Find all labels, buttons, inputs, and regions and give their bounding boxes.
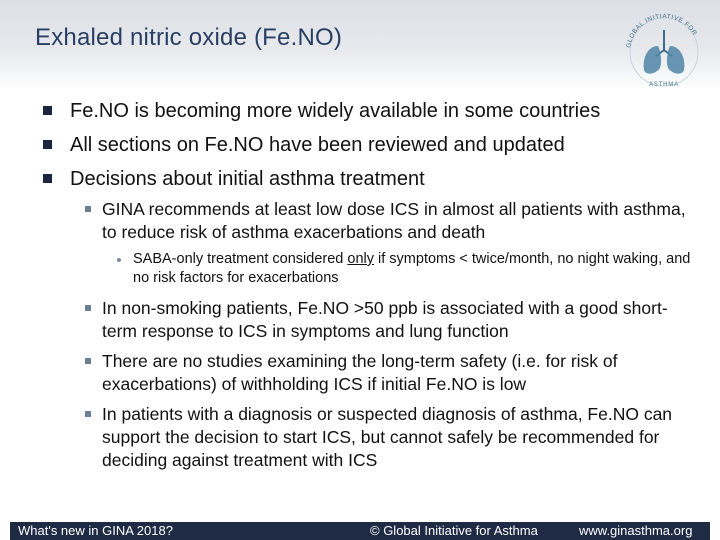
footer-copyright: © Global Initiative for Asthma xyxy=(370,523,538,538)
small-square-bullet-icon xyxy=(85,206,91,212)
bullet-item xyxy=(70,134,565,157)
footer-website-link[interactable]: www.ginasthma.org xyxy=(579,523,693,538)
small-square-bullet-icon xyxy=(85,305,91,311)
sub-bullet-text: GINA recommends at least low dose ICS in almost all patients with asthma, to reduce risk of asthma exacerbations and death xyxy=(102,199,686,242)
gina-logo xyxy=(618,10,710,90)
small-square-bullet-icon xyxy=(85,411,91,417)
underlined-emphasis: only xyxy=(347,251,374,267)
sub-bullet-item xyxy=(102,403,702,472)
dot-bullet-icon xyxy=(117,258,121,262)
bullet-text: Fe.NO is becoming more widely available in some countries xyxy=(70,100,601,122)
sub-bullet-item xyxy=(102,297,702,343)
svg-text:ASTHMA: ASTHMA xyxy=(649,82,679,88)
bullet-text: Decisions about initial asthma treatment xyxy=(70,168,425,190)
bullet-item xyxy=(70,168,425,191)
square-bullet-icon xyxy=(43,140,52,149)
square-bullet-icon xyxy=(43,174,52,183)
sub-bullet-text: In patients with a diagnosis or suspected diagnosis of asthma, Fe.NO can support the decision to start ICS, but cannot safely be recommended for deciding against treatment with ICS xyxy=(102,404,673,470)
bullet-item xyxy=(70,100,600,123)
sub-bullet-item xyxy=(102,350,702,396)
sub-sub-bullet-text: SABA-only treatment considered xyxy=(133,251,348,267)
sub-bullet-item xyxy=(102,198,702,244)
sub-sub-bullet-text-continued: if symptoms < twice/month, no night waking, and no risk factors for exacerbations xyxy=(133,251,691,286)
small-square-bullet-icon xyxy=(85,358,91,364)
bullet-text: All sections on Fe.NO have been reviewed and updated xyxy=(70,134,565,156)
square-bullet-icon xyxy=(43,106,52,115)
svg-text:GLOBAL INITIATIVE FOR: GLOBAL INITIATIVE FOR xyxy=(625,12,699,49)
sub-bullet-text: In non-smoking patients, Fe.NO >50 ppb is associated with a good short-term response to ICS in symptoms and lung function xyxy=(102,298,668,341)
footer-left-text: What's new in GINA 2018? xyxy=(18,523,173,538)
sub-bullet-text: There are no studies examining the long-term safety (i.e. for risk of exacerbations) of withholding ICS if initial Fe.NO is low xyxy=(102,351,618,394)
sub-sub-bullet-item xyxy=(133,250,693,288)
slide-title: Exhaled nitric oxide (Fe.NO) xyxy=(35,24,343,51)
